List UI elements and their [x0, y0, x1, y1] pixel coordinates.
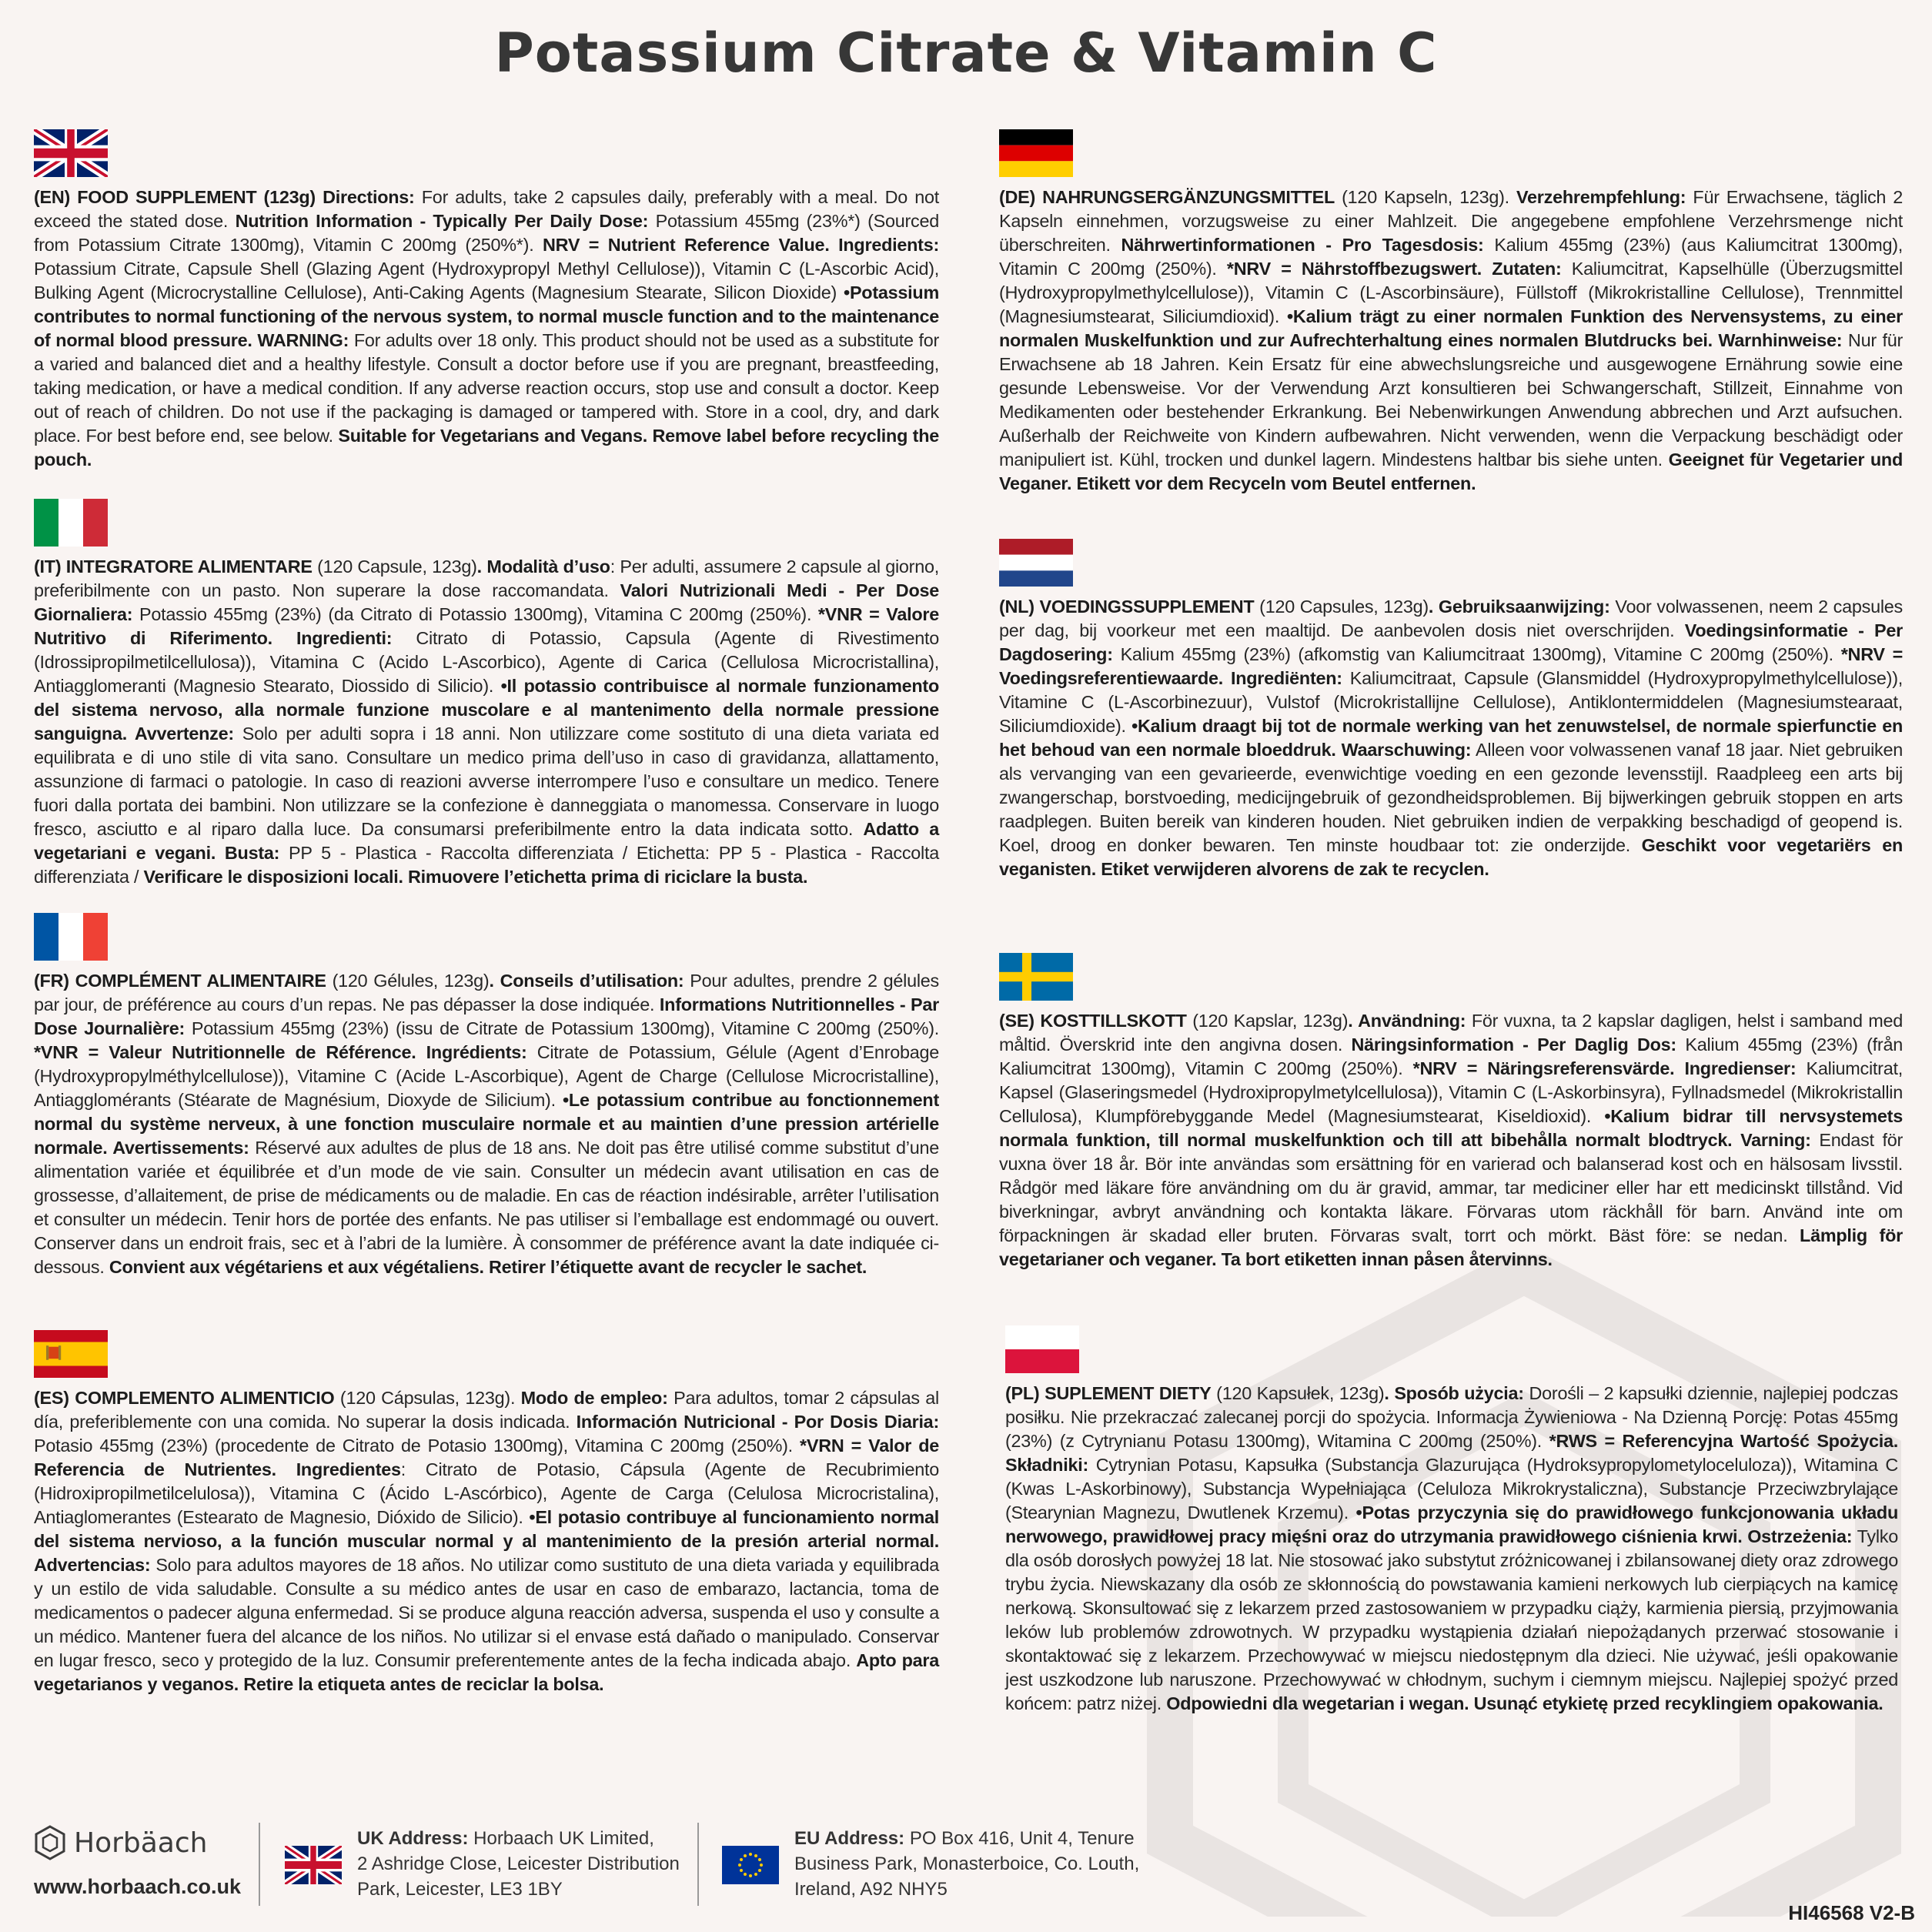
- text-run: . Sposób użycia:: [1384, 1383, 1524, 1403]
- text-run: Kalium 455mg (23%) (från Kaliumcitrat 1300mg), Vitamin C 200mg (250%).: [999, 1035, 1903, 1078]
- text-run: Valori Nutrizionali Medi - Per Dose Giornaliera:: [34, 580, 939, 624]
- text-run: Kaliumcitraat, Capsule (Glansmiddel (Hydroxypropylmethylcellulose)), Vitamine C (L-Ascorbinezuur), Vulstof (Microkristallijne Cellulose), Antiklontermiddelen (Magnesiumstearaat, Siliciumdioxide).: [999, 668, 1903, 736]
- germany-flag-icon: [999, 129, 1073, 177]
- brand-name: Horbäach: [74, 1827, 208, 1859]
- text-run: *VNR = Valore Nutritivo di Riferimento. Ingredienti:: [34, 604, 939, 648]
- text-run: (120 Cápsulas, 123g).: [334, 1388, 521, 1408]
- section-es: [34, 1330, 939, 1696]
- text-run: •Le potassium contribue au fonctionnement normal du système nerveux, à une fonction musculaire normale et au maintien d’une pression artérielle normale. Avertissements:: [34, 1090, 939, 1158]
- text-run: Adatto a vegetariani e vegani. Busta:: [34, 819, 939, 863]
- brand-logo: [34, 1824, 207, 1861]
- eu-address-line1: PO Box 416, Unit 4, Tenure: [904, 1828, 1135, 1849]
- text-run: Tylko dla osób dorosłych powyżej 18 lat. Nie stosować jako substytut zróżnicowanej i zbilansowanej diety oraz zdrowego trybu życia. Niewskazany dla osób ze skłonnością do powstawania kamieni nerkowych lub cierpiących na kamicę nerkową. Skonsultować się z lekarzem przed zastosowaniem w przypadku ciąży, karmienia piersią, przyjmowania leków lub problemów zdrowotnych. W przypadku wystąpienia działań niepożądanych przerwać stosowanie i skontaktować się z lekarzem. Przechowywać w miejscu niedostępnym dla dzieci. Nie używać, jeśli opakowanie jest uszkodzone lub naruszone. Przechowywać w chłodnym, suchym i ciemnym miejscu. Najlepiej spożyć przed końcem: patrz niżej.: [1005, 1526, 1898, 1713]
- section-it-text: [34, 555, 939, 889]
- text-run: Für Erwachsene, täglich 2 Kapseln einnehmen, vorzugsweise zu einer Mahlzeit. Die angegebene empfohlene Verzehrsmenge nicht überschreiten.: [999, 187, 1903, 255]
- section-fr: [34, 913, 939, 1279]
- text-run: Geschikt voor vegetariërs en veganisten. Etiket verwijderen alvorens de zak te recyclen.: [999, 835, 1903, 879]
- text-run: (EN) FOOD SUPPLEMENT (123g) Directions:: [34, 187, 415, 207]
- text-run: Solo per adulti sopra i 18 anni. Non utilizzare come sostituto di una dieta variata ed equilibrata e di uno stile di vita sano. Consultare un medico prima dell’uso in caso di gravidanza, allattamento, assunzione di farmaci o patologie. In caso di reazioni avverse interrompere l’uso e consultare un medico. Tenere fuori dalla portata dei bambini. Non utilizzare se la confezione è danneggiata o manomessa. Conservare in luogo fresco, asciutto e al riparo dalla luce. Da consumarsi preferibilmente entro la data indicata sotto.: [34, 724, 940, 839]
- text-run: För vuxna, ta 2 kapslar dagligen, helst i samband med måltid. Överskrid inte den angivna dosen.: [999, 1011, 1903, 1055]
- text-run: Informations Nutritionnelles - Par Dose Journalière:: [34, 994, 940, 1038]
- text-run: •Kalium draagt bij tot de normale werking van het zenuwstelsel, de normale spierfunctie en het behoud van een normale bloeddruk. Waarschuwing:: [999, 716, 1903, 760]
- footer-divider: [697, 1823, 699, 1906]
- text-run: Información Nutricional - Por Dosis Diaria:: [576, 1412, 939, 1432]
- product-code: HI46568 V2-B: [1788, 1901, 1915, 1924]
- text-run: : Citrato de Potasio, Cápsula (Agente de Recubrimiento (Hidroxipropilmetilcelulosa)), Vitamina C (Ácido L-Ascórbico), Agente de Carga (Celulosa Microcristalina), Antiaglomerantes (Estearato de Magnesio, Dióxido de Silicio).: [34, 1459, 940, 1527]
- eu-address-line3: Ireland, A92 NHY5: [794, 1879, 948, 1900]
- text-run: Cytrynian Potasu, Kapsułka (Substancja Glazurująca (Hydroksypropylometyloceluloza)), Witamina C (Kwas L-Askorbinowy), Substancja Wypełniająca (Celuloza Mikrokrystaliczna), Substancje Przeciwzbrylające (Stearynian Magnezu, Dwutlenek Krzemu).: [1005, 1455, 1898, 1523]
- text-run: •Kalium bidrar till nervsystemets normala funktion, till normal muskelfunktion och till att bibehålla normalt blodtryck. Varning:: [999, 1106, 1903, 1150]
- text-run: (120 Capsule, 123g): [312, 557, 477, 577]
- france-flag-icon: [34, 913, 108, 961]
- text-run: •El potasio contribuye al funcionamiento normal del sistema nervioso, a la función muscular normal y al mantenimiento de la presión arterial normal. Advertencias:: [34, 1507, 940, 1575]
- text-run: Kaliumcitrat, Kapselhülle (Überzugsmittel (Hydroxypropylmethylcellulose)), Vitamin C (L-Ascorbinsäure), Füllstoff (Mikrokristalline Cellulose), Trennmittel (Magnesiumstearat, Siliciumdioxid).: [999, 259, 1903, 326]
- text-run: •Il potassio contribuisce al normale funzionamento del sistema nervoso, alla normale funzione muscolare e al mantenimento della normale pressione sanguigna. Avvertenze:: [34, 676, 940, 744]
- text-run: *RWS = Referencyjna Wartość Spożycia. Składniki:: [1005, 1431, 1898, 1475]
- text-run: (DE) NAHRUNGSERGÄNZUNGSMITTEL: [999, 187, 1335, 207]
- spain-flag-icon: [34, 1330, 108, 1378]
- uk-flag-icon: [34, 129, 108, 177]
- text-run: •Kalium trägt zu einer normalen Funktion des Nervensystems, zu einer normalen Muskelfunktion und zur Aufrechterhaltung eines normalen Blutdrucks bei. Warnhinweise:: [999, 306, 1903, 350]
- text-run: Pour adultes, prendre 2 gélules par jour, de préférence au cours d’un repas. Ne pas dépasser la dose indiquée.: [34, 971, 939, 1014]
- uk-flag-small-icon: [285, 1846, 342, 1884]
- text-run: (120 Capsules, 123g): [1254, 597, 1429, 617]
- text-run: For adults, take 2 capsules daily, preferably with a meal. Do not exceed the stated dose.: [34, 187, 939, 231]
- poland-flag-icon: [1005, 1325, 1079, 1373]
- text-run: *VNR = Valeur Nutritionnelle de Référence. Ingrédients:: [34, 1042, 527, 1062]
- text-run: . Modalità d’uso: [476, 557, 610, 577]
- netherlands-flag-icon: [999, 539, 1073, 587]
- text-run: Odpowiedni dla wegetarian i wegan. Usunąć etykietę przed recyklingiem opakowania.: [1166, 1693, 1884, 1713]
- text-run: *VRN = Valor de Referencia de Nutrientes. Ingredientes: [34, 1436, 939, 1479]
- footer-divider: [259, 1823, 260, 1906]
- section-se-text: [999, 1009, 1903, 1272]
- text-run: Potassium 455mg (23%) (issu de Citrate de Potassium 1300mg), Vitamine C 200mg (250%).: [185, 1018, 939, 1038]
- text-run: (NL) VOEDINGSSUPPLEMENT: [999, 597, 1255, 617]
- text-run: : Per adulti, assumere 2 capsule al giorno, preferibilmente con un pasto. Non superare la dose raccomandata.: [34, 557, 939, 600]
- text-run: Dorośli – 2 kapsułki dziennie, najlepiej podczas posiłku. Nie przekraczać zalecanej porcji do spożycia. Informacja Żywieniowa - Na Dzienną Porcję: Potas 455mg (23%) (z Cytrynianu Potasu 1300mg), Witamina C 200mg (250%).: [1005, 1383, 1899, 1451]
- text-run: Potassium Citrate, Capsule Shell (Glazing Agent (Hydroxypropyl Methyl Cellulose)), Vitamin C (L-Ascorbic Acid), Bulking Agent (Microcrystalline Cellulose), Anti-Caking Agents (Magnesium Stearate, Silicon Dioxide): [34, 259, 939, 303]
- text-run: PP 5 - Plastica - Raccolta differenziata / Etichetta: PP 5 - Plastica - Raccolta differenziata /: [34, 843, 940, 887]
- text-run: Convient aux végétariens et aux végétaliens. Retirer l’étiquette avant de recycler le sachet.: [109, 1257, 867, 1277]
- text-run: Potassium 455mg (23%*) (Sourced from Potassium Citrate 1300mg), Vitamin C 200mg (250%*).: [34, 211, 939, 255]
- text-run: Potasio 455mg (23%) (procedente de Citrato de Potasio 1300mg), Vitamina C 200mg (250%).: [34, 1436, 801, 1456]
- uk-address-line1: Horbaach UK Limited,: [468, 1828, 654, 1849]
- text-run: Solo para adultos mayores de 18 años. No utilizar como sustituto de una dieta variada y equilibrada y un estilo de vida saludable. Consulte a su médico antes de usar en caso de embarazo, lactancia, toma de medicamentos o padecer alguna enfermedad. Si se produce alguna reacción adversa, suspenda el uso y consulte a un médico. Mantener fuera del alcance de los niños. No utilizar si el envase está dañado o manipulado. Conservar en lugar fresco, seco y protegido de la luz. Consumir preferentemente antes de la fecha indicada abajo.: [34, 1555, 939, 1670]
- eu-address-label: EU Address:: [794, 1828, 905, 1849]
- section-nl: [999, 539, 1903, 881]
- text-run: (PL) SUPLEMENT DIETY: [1005, 1383, 1212, 1403]
- text-run: Modo de empleo:: [520, 1388, 668, 1408]
- text-run: Nur für Erwachsene ab 18 Jahren. Kein Ersatz für eine abwechslungsreiche und ausgewogene Ernährung sowie eine gesunde Lebensweise. Vor der Verwendung Arzt konsultieren bei Schwangerschaft, Stillzeit, Einnahme von Medikamenten oder bestehender Erkrankung. Bei Nebenwirkungen Anwendung abbrechen und Arzt aufsuchen. Außerhalb der Reichweite von Kindern aufbewahren. Nicht verwenden, wenn die Verpackung beschädigt oder manipuliert ist. Kühl, trocken und dunkel lagern. Mindestens haltbar bis siehe unten.: [999, 330, 1903, 470]
- text-run: (ES) COMPLEMENTO ALIMENTICIO: [34, 1388, 335, 1408]
- text-run: Apto para vegetarianos y veganos. Retire la etiqueta antes de reciclar la bolsa.: [34, 1650, 939, 1694]
- text-run: Kalium 455mg (23%) (aus Kaliumcitrat 1300mg), Vitamin C 200mg (250%).: [999, 235, 1903, 279]
- italy-flag-icon: [34, 499, 108, 547]
- text-run: Voor volwassenen, neem 2 capsules per dag, bij voorkeur met een maaltijd. De aanbevolen dosis niet overschrijden.: [999, 597, 1903, 640]
- text-run: Suitable for Vegetarians and Vegans. Remove label before recycling the pouch.: [34, 426, 939, 470]
- section-de-text: [999, 186, 1903, 496]
- text-run: Verificare le disposizioni locali. Rimuovere l’etichetta prima di riciclare la busta.: [143, 867, 808, 887]
- text-run: (SE) KOSTTILLSKOTT: [999, 1011, 1187, 1031]
- text-run: . Conseils d’utilisation:: [489, 971, 684, 991]
- text-run: Citrato di Potassio, Capsula (Agente di Rivestimento (Idrossipropilmetilcellulosa)), Vitamina C (Acido L-Ascorbico), Agente di Carica (Cellulosa Microcristallina), Antiagglomeranti (Magnesio Stearato, Diossido di Silicio).: [34, 628, 939, 696]
- uk-address-line2: 2 Ashridge Close, Leicester Distribution: [357, 1853, 680, 1874]
- section-it: [34, 499, 939, 889]
- text-run: Réservé aux adultes de plus de 18 ans. Ne doit pas être utilisé comme substitut d’une alimentation variée et équilibrée et d’un mode de vie sain. Consulter un médecin avant utilisation en cas de grossesse, d’allaitement, de prise de médicaments ou de maladie. En cas de réaction indésirable, arrêter l’utilisation et consulter un médecin. Tenir hors de portée des enfants. Ne pas utiliser si l’emballage est endommagé ou ouvert. Conserver dans un endroit frais, sec et à l’abri de la lumière. À consommer de préférence avant la date indiquée ci-dessous.: [34, 1138, 939, 1277]
- text-run: Para adultos, tomar 2 cápsulas al día, preferiblemente con una comida. No superar la dosis indicada.: [34, 1388, 939, 1432]
- eu-address-line2: Business Park, Monasterboice, Co. Louth,: [794, 1853, 1140, 1874]
- text-run: (120 Gélules, 123g): [326, 971, 490, 991]
- text-run: •Potas przyczynia się do prawidłowego funkcjonowania układu nerwowego, prawidłowej pracy mięśni oraz do utrzymania prawidłowego ciśnienia krwi. Ostrzeżenia:: [1005, 1502, 1899, 1546]
- hexagon-logo-icon: [34, 1824, 66, 1861]
- text-run: Näringsinformation - Per Daglig Dos:: [1351, 1035, 1676, 1055]
- uk-address-label: UK Address:: [357, 1828, 469, 1849]
- section-pl-text: [1005, 1382, 1898, 1716]
- page-title: Potassium Citrate & Vitamin C: [494, 22, 1438, 85]
- sweden-flag-icon: [999, 953, 1073, 1001]
- text-run: Nutrition Information - Typically Per Daily Dose:: [235, 211, 649, 231]
- text-run: (120 Kapsułek, 123g): [1211, 1383, 1385, 1403]
- eu-address: [794, 1826, 1139, 1902]
- text-run: Kalium 455mg (23%) (afkomstig van Kaliumcitraat 1300mg), Vitamine C 200mg (250%).: [1112, 644, 1841, 664]
- text-run: NRV = Nutrient Reference Value. Ingredients:: [543, 235, 939, 255]
- text-run: (120 Kapseln, 123g).: [1335, 187, 1516, 207]
- text-run: Endast för vuxna över 18 år. Bör inte användas som ersättning för en varierad och balanserad kost och en hälsosam livsstil. Rådgör med läkare före användning om du är gravid, ammar, tar mediciner eller har ett medicinskt tillstånd. Vid biverkningar, avbryt användning och kontakta läkare. Förvaras utom räckhåll för barn. Använd inte om förpackningen är skadad eller bruten. Förvaras svalt, torrt och mörkt. Bäst före: se nedan.: [999, 1130, 1903, 1245]
- website-url[interactable]: www.horbaach.co.uk: [34, 1875, 242, 1898]
- section-en: [34, 129, 939, 472]
- section-de: [999, 129, 1903, 496]
- text-run: *NRV = Voedingsreferentiewaarde. Ingrediënten:: [999, 644, 1903, 688]
- uk-address: [357, 1826, 680, 1902]
- text-run: Citrate de Potassium, Gélule (Agent d’Enrobage (Hydroxypropylméthylcellulose)), Vitamine C (Acide L-Ascorbique), Agent de Charge (Cellulose Microcristalline), Antiagglomérants (Stéarate de Magnésium, Dioxyde de Silicium).: [34, 1042, 939, 1110]
- text-run: (FR) COMPLÉMENT ALIMENTAIRE: [34, 971, 326, 991]
- text-run: (IT) INTEGRATORE ALIMENTARE: [34, 557, 313, 577]
- text-run: . Användning:: [1348, 1011, 1466, 1031]
- text-run: Kaliumcitrat, Kapsel (Glaseringsmedel (Hydroxipropylmetylcellulosa)), Vitamin C (L-Askorbinsyra), Fyllnadsmedel (Mikrokristallin Cellulosa), Klumpförebyggande Medel (Magnesiumstearat, Kiseldioxid).: [999, 1058, 1903, 1126]
- section-fr-text: [34, 969, 939, 1279]
- section-es-text: [34, 1386, 939, 1696]
- text-run: *NRV = Näringsreferensvärde. Ingredienser:: [1412, 1058, 1797, 1078]
- uk-address-line3: Park, Leicester, LE3 1BY: [357, 1879, 563, 1900]
- section-en-text: [34, 186, 939, 472]
- text-run: Verzehrempfehlung:: [1516, 187, 1686, 207]
- eu-flag-icon: [722, 1846, 779, 1884]
- section-se: [999, 953, 1903, 1272]
- text-run: For adults over 18 only. This product should not be used as a substitute for a varied and balanced diet and a healthy lifestyle. Consult a doctor before use if you are pregnant, breastfeeding, taking medication, or have a medical condition. If any adverse reaction occurs, stop use and consult a doctor. Keep out of reach of children. Do not use if the packaging is damaged or tampered with. Store in a cool, dry, and dark place. For best before end, see below.: [34, 330, 939, 446]
- text-run: Geeignet für Vegetarier und Veganer. Etikett vor dem Recyceln vom Beutel entfernen.: [999, 450, 1903, 493]
- text-run: *NRV = Nährstoffbezugswert. Zutaten:: [1226, 259, 1562, 279]
- text-run: •Potassium contributes to normal functioning of the nervous system, to normal muscle function and to the maintenance of normal blood pressure. WARNING:: [34, 282, 939, 350]
- text-run: Nährwertinformationen - Pro Tagesdosis:: [1121, 235, 1484, 255]
- text-run: Voedingsinformatie - Per Dagdosering:: [999, 620, 1903, 664]
- text-run: . Gebruiksaanwijzing:: [1428, 597, 1610, 617]
- text-run: Alleen voor volwassenen vanaf 18 jaar. Niet gebruiken als vervanging van een gevarieerde, evenwichtige voeding en een gezonde levensstijl. Raadpleeg een arts bij zwangerschap, borstvoeding, medicijngebruik of gezondheidsproblemen. Bij bijwerkingen gebruik stoppen en arts raadplegen. Buiten bereik van kinderen houden. Niet gebruiken indien de verpakking beschadigd of geopend is. Koel, droog en donker bewaren. Ten minste houdbaar tot: zie onderzijde.: [999, 740, 1903, 855]
- text-run: Lämplig för vegetarianer och veganer. Ta bort etiketten innan påsen återvinns.: [999, 1225, 1903, 1269]
- section-nl-text: [999, 595, 1903, 881]
- text-run: Potassio 455mg (23%) (da Citrato di Potassio 1300mg), Vitamina C 200mg (250%).: [132, 604, 818, 624]
- section-pl: [1005, 1325, 1898, 1716]
- text-run: (120 Kapslar, 123g): [1186, 1011, 1349, 1031]
